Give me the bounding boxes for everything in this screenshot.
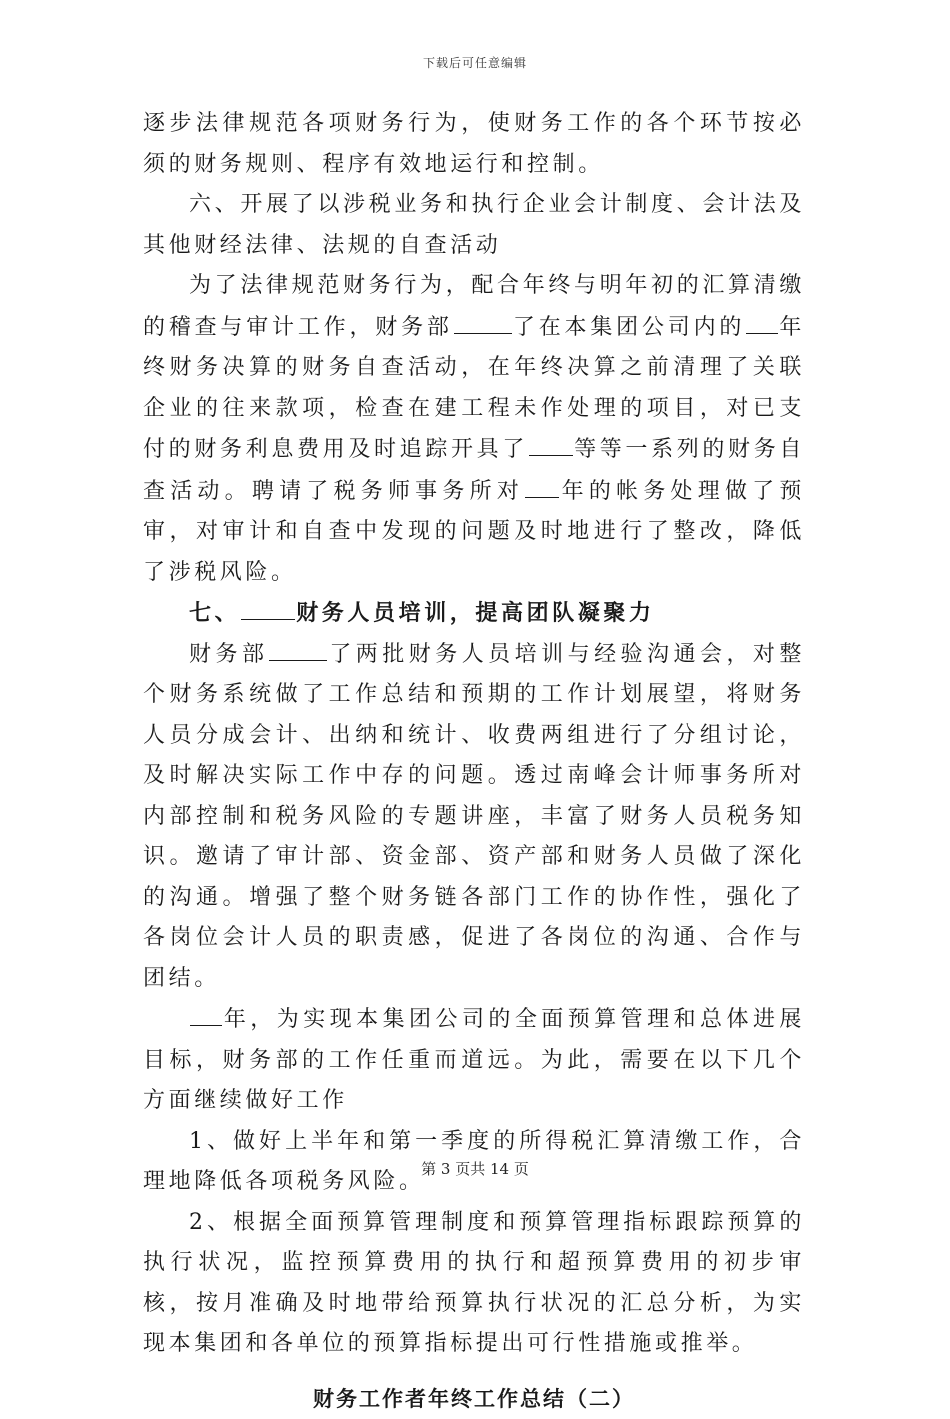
text-run: 等等一系列的财务自查活动。聘请了税务师事务所对: [143, 437, 805, 504]
text-run: 2、根据全面预算管理制度和预算管理指标跟踪预算的执行状况，监控预算费用的执行和超预算费用的初步审核，按月准确及时地带给预算执行状况的汇总分析，为实现本集团和各单位的预算指标提出可行性措施或推举。: [143, 1209, 805, 1356]
text-run: 六、开展了以涉税业务和执行企业会计制度、会计法及其他财经法律、法规的自查活动: [143, 192, 805, 258]
fill-blank: [241, 593, 295, 620]
fill-blank: [269, 634, 327, 661]
section-heading: [143, 185, 805, 266]
text-run: 了在本集团公司内的: [512, 314, 746, 340]
text-run: 为了法律规范财务行为，配合年终与明年初的汇算清缴的稽查与审计工作，财务部: [143, 273, 805, 340]
fill-blank: [746, 307, 778, 334]
fill-blank: [525, 471, 559, 498]
text-run: 逐步法律规范各项财务行为，使财务工作的各个环节按必须的财务规则、程序有效地运行和控制。: [143, 111, 805, 177]
text-run: 了两批财务人员培训与经验沟通会，对整个财务系统做了工作总结和预期的工作计划展望，将财务人员分成会计、出纳和统计、收费两组进行了分组讨论，及时解决实际工作中存的问题。透过南峰会计师事务所对内部控制和税务风险的专题讲座，丰富了财务人员税务知识。邀请了审计部、资金部、资产部和财务人员做了深化的沟通。增强了整个财务链各部门工作的协作性，强化了各岗位会计人员的职责感，促进了各岗位的沟通、合作与团结。: [143, 641, 805, 991]
text-run: 财务人员培训，提高团队凝聚力: [296, 600, 655, 626]
list-item: [143, 1203, 805, 1365]
section-heading-bold: [143, 593, 805, 634]
text-run: 1、做好上半年和第一季度的所得税汇算清缴工作，合理地降低各项税务风险。: [143, 1128, 805, 1194]
page-number: 第 3 页共 14 页: [421, 1160, 529, 1178]
paragraph: [143, 104, 805, 185]
document-title: 财务工作者年终工作总结（二）: [313, 1385, 635, 1411]
text-run: 年的帐务处理做了预审，对审计和自查中发现的问题及时地进行了整改，降低了涉税风险。: [143, 478, 805, 585]
text-run: 七、: [189, 600, 241, 626]
fill-blank: [454, 307, 512, 334]
paragraph: [143, 634, 805, 1000]
text-run: 财务部: [189, 641, 269, 667]
paragraph: [143, 999, 805, 1122]
document-body: [143, 104, 805, 1419]
fill-blank: [529, 429, 573, 456]
paragraph: [143, 266, 805, 593]
page-header-note: 下载后可任意编辑: [422, 56, 527, 70]
text-run: 年，为实现本集团公司的全面预算管理和总体进展目标，财务部的工作任重而道远。为此，需要在以下几个方面继续做好工作: [143, 1007, 805, 1113]
text-run: 年终财务决算的财务自查活动，在年终决算之前清理了关联企业的往来款项，检查在建工程未作处理的项目，对已支付的财务利息费用及时追踪开具了: [143, 314, 805, 462]
fill-blank: [190, 999, 222, 1026]
